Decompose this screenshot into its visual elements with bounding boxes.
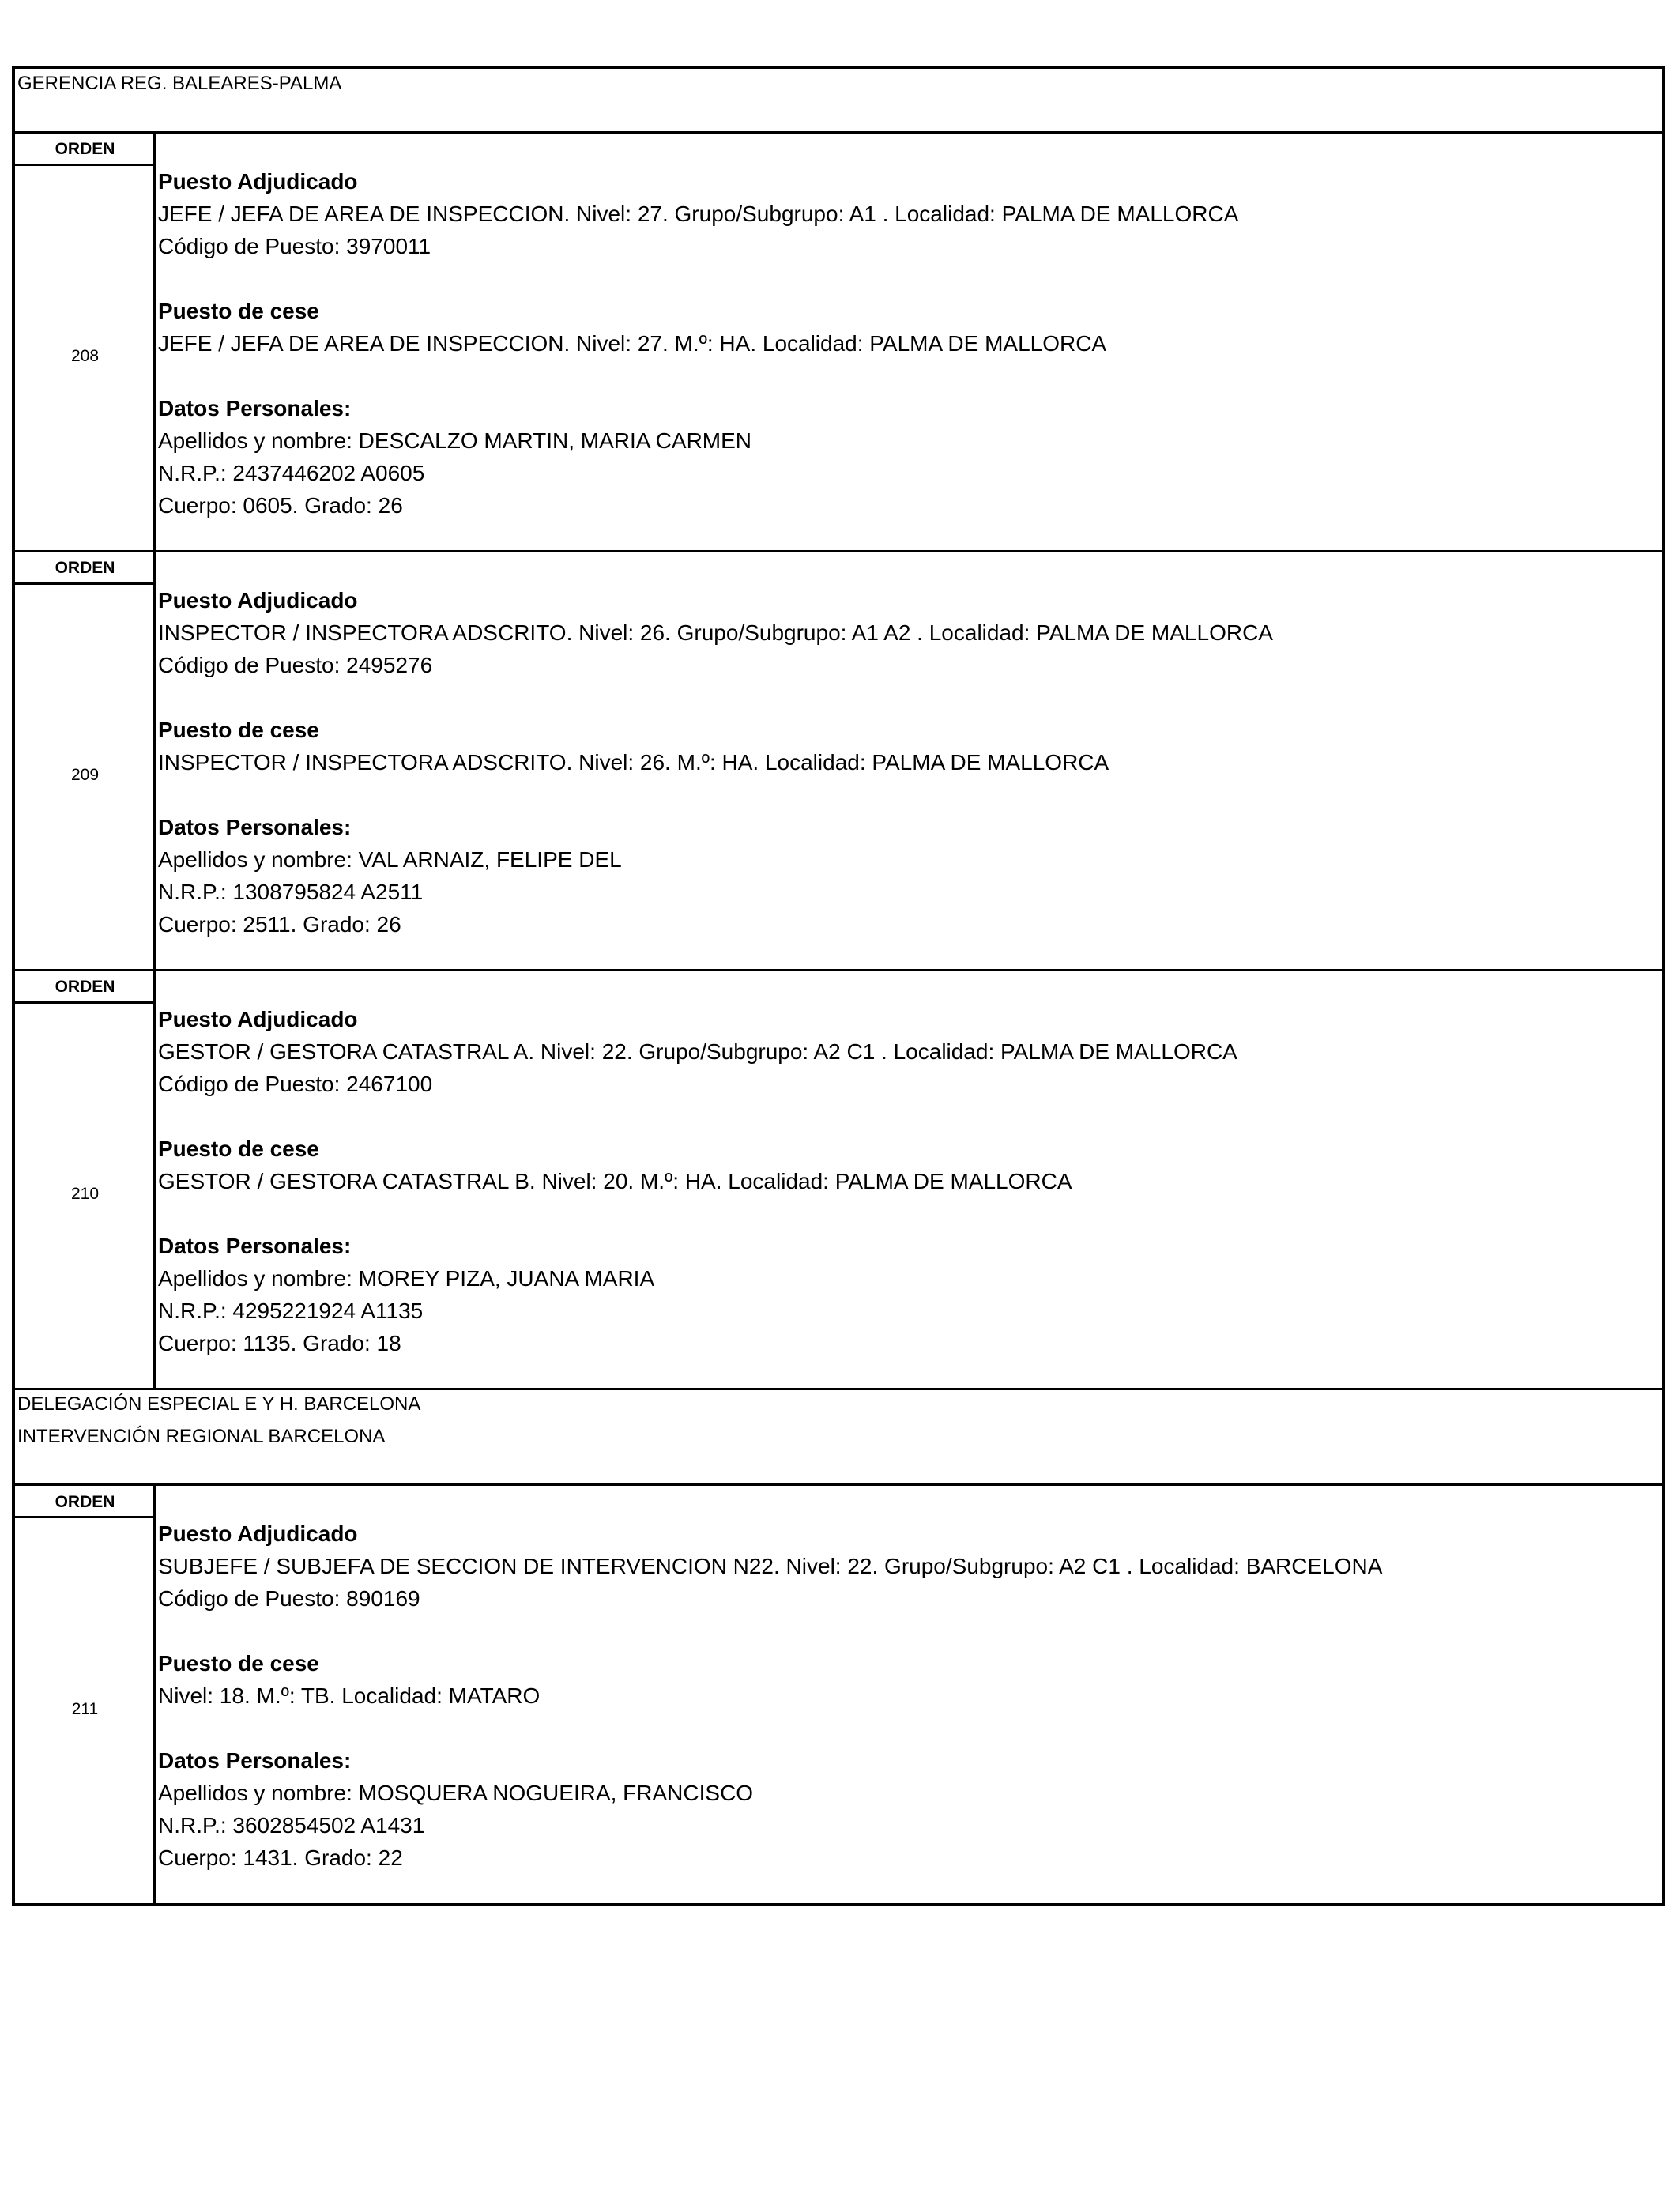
puesto-cese-text: INSPECTOR / INSPECTORA ADSCRITO. Nivel: 26. M.º: HA. Localidad: PALMA DE MALLORCA: [158, 750, 1109, 775]
puesto-cese-text: JEFE / JEFA DE AREA DE INSPECCION. Nivel: 27. M.º: HA. Localidad: PALMA DE MALLORCA: [158, 331, 1107, 356]
orden-number: 208: [70, 347, 100, 365]
puesto-adjudicado-text: JEFE / JEFA DE AREA DE INSPECCION. Nivel: 27. Grupo/Subgrupo: A1 . Localidad: PALMA DE MALLORCA: [158, 202, 1239, 226]
puesto-cese-heading: Puesto de cese: [158, 718, 319, 742]
section-header: DELEGACIÓN ESPECIAL E Y H. BARCELONA: [17, 1393, 421, 1415]
orden-label: ORDEN: [55, 140, 115, 158]
divider: [12, 1516, 154, 1518]
codigo-puesto: Código de Puesto: 890169: [158, 1586, 420, 1611]
apellidos-nombre: Apellidos y nombre: MOSQUERA NOGUEIRA, FRANCISCO: [158, 1781, 754, 1805]
apellidos-nombre: Apellidos y nombre: VAL ARNAIZ, FELIPE DEL: [158, 847, 622, 872]
puesto-cese-text: Nivel: 18. M.º: TB. Localidad: MATARO: [158, 1683, 541, 1708]
column-divider: [153, 131, 156, 550]
cuerpo-grado: Cuerpo: 0605. Grado: 26: [158, 493, 403, 518]
puesto-cese-heading: Puesto de cese: [158, 1651, 319, 1676]
divider: [12, 164, 154, 166]
orden-number: 209: [70, 766, 100, 784]
orden-number: 210: [70, 1185, 100, 1203]
codigo-puesto: Código de Puesto: 2467100: [158, 1072, 433, 1096]
divider: [12, 969, 1665, 971]
datos-personales-heading: Datos Personales:: [158, 815, 352, 839]
puesto-adjudicado-text: INSPECTOR / INSPECTORA ADSCRITO. Nivel: 26. Grupo/Subgrupo: A1 A2 . Localidad: PALMA DE MALLORCA: [158, 620, 1273, 645]
apellidos-nombre: Apellidos y nombre: MOREY PIZA, JUANA MARIA: [158, 1266, 655, 1291]
column-divider: [153, 550, 156, 969]
datos-personales-heading: Datos Personales:: [158, 396, 352, 420]
orden-number: 211: [71, 1700, 99, 1718]
puesto-adjudicado-heading: Puesto Adjudicado: [158, 169, 358, 194]
nrp: N.R.P.: 3602854502 A1431: [158, 1813, 425, 1838]
divider: [12, 131, 1665, 134]
puesto-cese-text: GESTOR / GESTORA CATASTRAL B. Nivel: 20. M.º: HA. Localidad: PALMA DE MALLORCA: [158, 1169, 1072, 1193]
entry-details: [158, 1003, 1237, 1359]
section-header: GERENCIA REG. BALEARES-PALMA: [17, 73, 342, 94]
divider: [12, 550, 1665, 552]
puesto-adjudicado-heading: Puesto Adjudicado: [158, 1007, 358, 1031]
entry-details: [158, 584, 1273, 941]
puesto-adjudicado-text: GESTOR / GESTORA CATASTRAL A. Nivel: 22. Grupo/Subgrupo: A2 C1 . Localidad: PALMA DE MALLORCA: [158, 1039, 1237, 1064]
cuerpo-grado: Cuerpo: 1135. Grado: 18: [158, 1331, 401, 1355]
entry-details: [158, 1517, 1382, 1874]
divider: [12, 1483, 1665, 1486]
puesto-cese-heading: Puesto de cese: [158, 1137, 319, 1161]
datos-personales-heading: Datos Personales:: [158, 1234, 352, 1258]
orden-label: ORDEN: [55, 1493, 115, 1511]
column-divider: [153, 969, 156, 1388]
puesto-adjudicado-text: SUBJEFE / SUBJEFA DE SECCION DE INTERVENCION N22. Nivel: 22. Grupo/Subgrupo: A2 C1 . Localidad: BARCELONA: [158, 1554, 1383, 1578]
orden-label: ORDEN: [55, 978, 115, 996]
divider: [12, 1001, 154, 1004]
nrp: N.R.P.: 4295221924 A1135: [158, 1299, 424, 1323]
puesto-cese-heading: Puesto de cese: [158, 299, 319, 323]
nrp: N.R.P.: 2437446202 A0605: [158, 461, 425, 485]
datos-personales-heading: Datos Personales:: [158, 1748, 352, 1773]
cuerpo-grado: Cuerpo: 1431. Grado: 22: [158, 1845, 403, 1870]
codigo-puesto: Código de Puesto: 2495276: [158, 653, 433, 677]
apellidos-nombre: Apellidos y nombre: DESCALZO MARTIN, MARIA CARMEN: [158, 428, 752, 453]
puesto-adjudicado-heading: Puesto Adjudicado: [158, 1521, 358, 1546]
divider: [12, 582, 154, 585]
entry-details: [158, 165, 1238, 522]
codigo-puesto: Código de Puesto: 3970011: [158, 234, 431, 258]
cuerpo-grado: Cuerpo: 2511. Grado: 26: [158, 912, 401, 937]
section-subheader: INTERVENCIÓN REGIONAL BARCELONA: [17, 1426, 386, 1447]
column-divider: [153, 1483, 156, 1903]
divider: [12, 1388, 1665, 1390]
nrp: N.R.P.: 1308795824 A2511: [158, 880, 424, 904]
orden-label: ORDEN: [55, 559, 115, 577]
puesto-adjudicado-heading: Puesto Adjudicado: [158, 588, 358, 613]
